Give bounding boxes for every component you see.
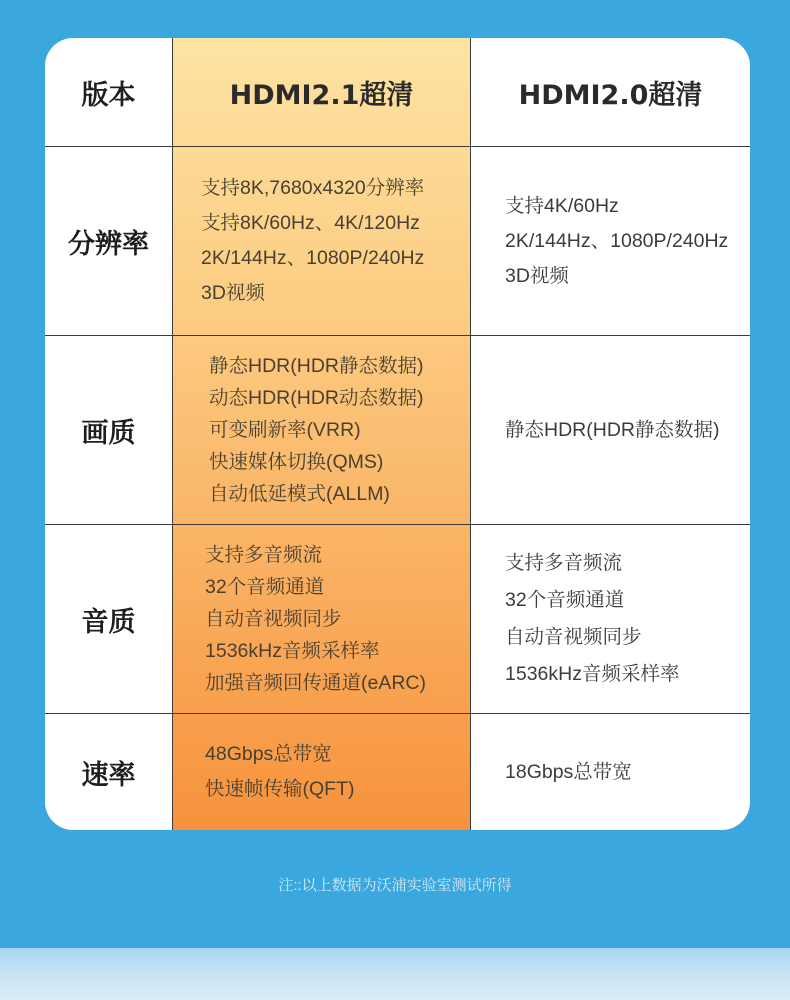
row-label-picture-quality: 画质 (45, 336, 173, 524)
table-row-speed (45, 714, 750, 830)
audio-quality-hdmi21-line: 1536kHz音频采样率 (205, 640, 380, 662)
bottom-decoration (0, 948, 790, 1000)
resolution-hdmi21-cell (173, 147, 471, 335)
resolution-hdmi20-line: 2K/144Hz、1080P/240Hz (505, 229, 729, 252)
picture-quality-hdmi21-line: 自动低延模式(ALLM) (209, 483, 390, 505)
audio-quality-hdmi21-line: 支持多音频流 (205, 544, 323, 566)
row-label-speed: 速率 (45, 714, 173, 830)
picture-quality-hdmi20-cell (471, 336, 750, 524)
footnote: 注::以上数据为沃浦实验室测试所得 (278, 877, 512, 894)
picture-quality-hdmi21-cell (173, 336, 471, 524)
header-version-label: 版本 (45, 38, 173, 146)
row-label-resolution: 分辨率 (45, 147, 173, 335)
header-hdmi20: HDMI2.0超清 (518, 79, 703, 111)
audio-quality-hdmi21-line: 自动音视频同步 (205, 608, 342, 630)
speed-hdmi20-cell (471, 714, 750, 830)
table-row-resolution (45, 147, 750, 336)
resolution-hdmi20-cell (471, 147, 750, 335)
speed-hdmi20-line: 18Gbps总带宽 (505, 760, 632, 783)
resolution-hdmi20-line: 支持4K/60Hz (505, 194, 619, 217)
table-row-audio-quality (45, 525, 750, 714)
resolution-hdmi21-line: 3D视频 (201, 282, 265, 304)
audio-quality-hdmi21-cell (173, 525, 471, 713)
resolution-hdmi20-line: 3D视频 (505, 264, 569, 287)
audio-quality-hdmi20-cell (471, 525, 750, 713)
speed-hdmi21-line: 快速帧传输(QFT) (205, 778, 355, 800)
resolution-hdmi21-line: 支持8K,7680x4320分辨率 (201, 177, 425, 199)
header-hdmi21: HDMI2.1超清 (173, 38, 471, 146)
speed-hdmi21-cell (173, 714, 471, 830)
header-row (45, 38, 750, 147)
resolution-hdmi21-line: 支持8K/60Hz、4K/120Hz (201, 212, 420, 234)
picture-quality-hdmi21-line: 静态HDR(HDR静态数据) (209, 355, 424, 377)
speed-hdmi21-line: 48Gbps总带宽 (205, 743, 332, 765)
audio-quality-hdmi20-line: 32个音频通道 (505, 589, 625, 611)
table-row-picture-quality (45, 336, 750, 525)
comparison-table (45, 38, 750, 830)
picture-quality-hdmi21-line: 动态HDR(HDR动态数据) (209, 387, 424, 409)
audio-quality-hdmi21-line: 32个音频通道 (205, 576, 325, 598)
audio-quality-hdmi20-line: 1536kHz音频采样率 (505, 663, 680, 685)
picture-quality-hdmi21-line: 可变刷新率(VRR) (209, 419, 361, 441)
audio-quality-hdmi20-line: 自动音视频同步 (505, 626, 642, 648)
resolution-hdmi21-line: 2K/144Hz、1080P/240Hz (201, 247, 425, 269)
row-label-audio-quality: 音质 (45, 525, 173, 713)
picture-quality-hdmi21-line: 快速媒体切换(QMS) (209, 451, 384, 473)
picture-quality-hdmi20-line: 静态HDR(HDR静态数据) (505, 418, 720, 441)
audio-quality-hdmi20-line: 支持多音频流 (505, 552, 623, 574)
audio-quality-hdmi21-line: 加强音频回传通道(eARC) (205, 672, 427, 694)
